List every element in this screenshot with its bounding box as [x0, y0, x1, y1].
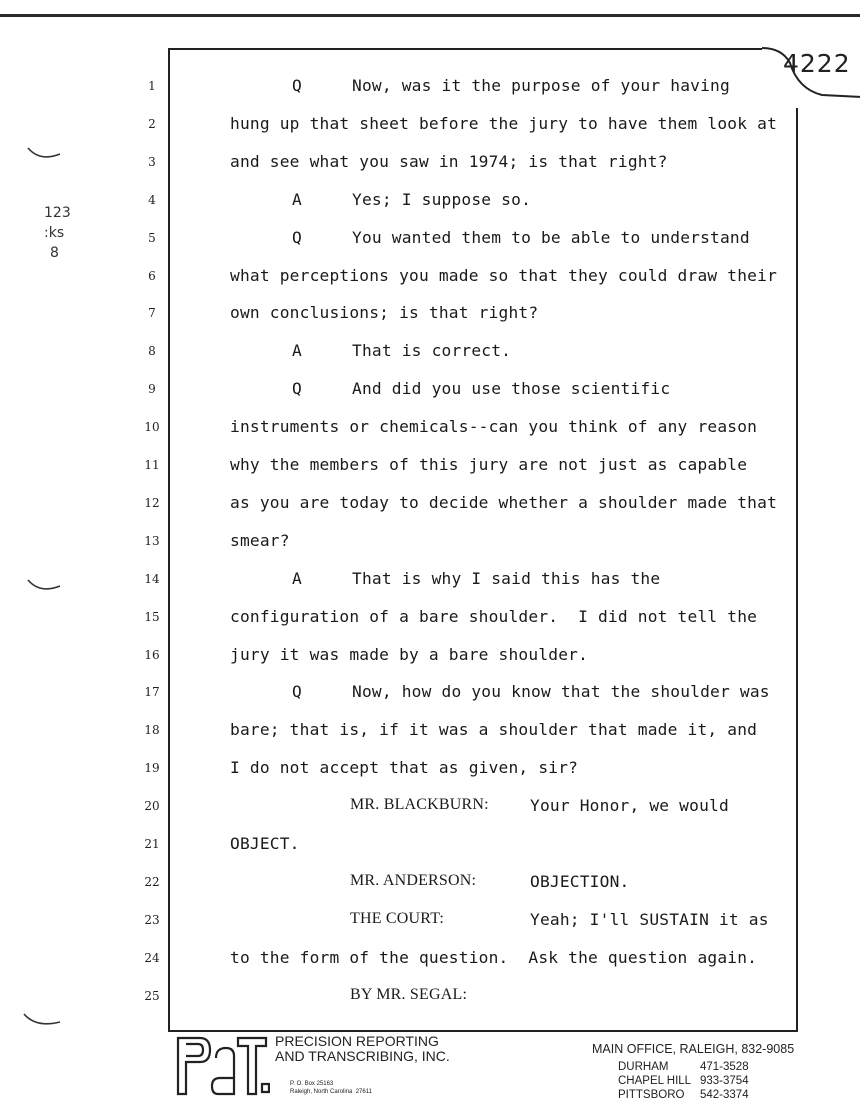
- margin-note: 123: [44, 205, 71, 221]
- line-number: 6: [148, 268, 156, 283]
- line-number: 3: [148, 154, 156, 169]
- line-number: 12: [144, 495, 160, 510]
- po-box: P. O. Box 25163: [290, 1081, 334, 1087]
- city-address: Raleigh, North Carolina 27611: [290, 1089, 372, 1095]
- transcript-line: OBJECTION.: [530, 871, 630, 891]
- line-number: 2: [148, 116, 156, 131]
- speaker-label: MR. ANDERSON:: [350, 871, 477, 889]
- line-number: 9: [148, 382, 156, 397]
- line-number: 15: [144, 609, 160, 624]
- transcript-line: Your Honor, we would: [530, 796, 729, 816]
- page-number: 4222: [783, 49, 851, 78]
- office-city: DURHAM: [618, 1061, 669, 1073]
- line-number: 14: [144, 571, 160, 586]
- transcript-line: own conclusions; is that right?: [230, 303, 539, 323]
- office-phone: 471-3528: [700, 1061, 749, 1073]
- speaker-label: BY MR. SEGAL:: [350, 985, 468, 1003]
- qa-label: Q: [292, 227, 302, 247]
- main-office: MAIN OFFICE, RALEIGH, 832-9085: [592, 1042, 795, 1056]
- speaker-label: THE COURT:: [350, 909, 445, 927]
- transcript-line: smear?: [230, 530, 290, 550]
- line-number: 17: [144, 685, 160, 700]
- transcript-line: Now, how do you know that the shoulder was: [352, 682, 770, 702]
- transcript-line: hung up that sheet before the jury to have them look at: [230, 113, 778, 133]
- transcript-line: You wanted them to be able to understand: [352, 227, 750, 247]
- transcript-line: to the form of the question. Ask the question again.: [230, 947, 758, 967]
- company-name-line1: PRECISION REPORTING: [275, 1033, 439, 1049]
- line-number: 24: [144, 950, 160, 965]
- transcript-line: I do not accept that as given, sir?: [230, 758, 579, 778]
- line-number: 11: [144, 458, 160, 472]
- line-number: 13: [144, 533, 160, 548]
- transcript-line: That is correct.: [352, 341, 512, 361]
- qa-label: Q: [292, 682, 302, 702]
- qa-label: Q: [292, 379, 302, 399]
- transcript-line: Yes; I suppose so.: [352, 189, 532, 209]
- transcript-line: OBJECT.: [230, 834, 300, 853]
- line-number: 10: [144, 420, 160, 435]
- transcript-line: jury it was made by a bare shoulder.: [230, 644, 589, 664]
- office-city: PITTSBORO: [618, 1089, 685, 1101]
- qa-label: Q: [292, 76, 302, 95]
- transcript-line: Yeah; I'll SUSTAIN it as: [530, 909, 769, 929]
- qa-label: A: [292, 341, 302, 361]
- line-number: 25: [144, 988, 160, 1003]
- transcript-line: as you are today to decide whether a shoulder made that: [230, 492, 778, 512]
- line-number: 20: [144, 799, 160, 814]
- transcript-line: Now, was it the purpose of your having: [352, 76, 730, 95]
- line-number: 21: [144, 837, 160, 851]
- line-number: 18: [144, 723, 160, 738]
- line-number: 5: [148, 230, 156, 245]
- transcript-line: bare; that is, if it was a shoulder that made it, and: [230, 720, 758, 740]
- transcript-line: configuration of a bare shoulder. I did not tell the: [230, 606, 758, 626]
- line-number: 22: [144, 874, 160, 889]
- office-phone: 542-3374: [700, 1089, 749, 1101]
- margin-note: 8: [50, 245, 59, 261]
- qa-label: A: [292, 189, 302, 209]
- line-number: 4: [148, 192, 156, 207]
- margin-tick-mark: [20, 140, 70, 170]
- margin-note: :ks: [44, 225, 65, 241]
- speaker-label: MR. BLACKBURN:: [350, 796, 489, 814]
- office-city: CHAPEL HILL: [618, 1075, 692, 1087]
- company-name-line2: AND TRANSCRIBING, INC.: [275, 1048, 450, 1064]
- transcript-line: And did you use those scientific: [352, 379, 671, 399]
- top-rule: [0, 14, 860, 17]
- margin-tick-mark: [20, 572, 70, 602]
- transcript-line: and see what you saw in 1974; is that right?: [230, 151, 668, 171]
- transcript-line: That is why I said this has the: [352, 568, 661, 588]
- office-phone: 933-3754: [700, 1075, 749, 1087]
- line-number: 23: [144, 912, 160, 927]
- transcript-line: what perceptions you made so that they could draw their: [230, 265, 778, 285]
- qa-label: A: [292, 568, 302, 588]
- company-logo: [172, 1034, 270, 1096]
- line-number: 1: [148, 79, 156, 93]
- transcript-line: instruments or chemicals--can you think of any reason: [230, 417, 758, 437]
- margin-tick-mark: [18, 1006, 68, 1036]
- line-number: 8: [148, 344, 156, 359]
- line-number: 19: [144, 761, 160, 776]
- line-number: 7: [148, 306, 156, 321]
- transcript-line: why the members of this jury are not just as capable: [230, 455, 748, 474]
- line-number: 16: [144, 647, 160, 662]
